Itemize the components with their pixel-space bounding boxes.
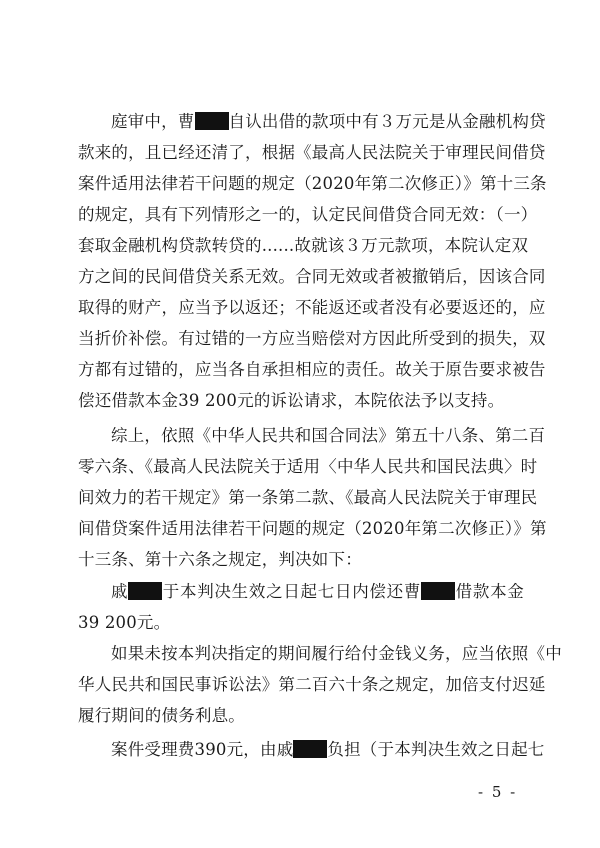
text-segment: 借款本金 [455, 582, 525, 601]
redaction-block [421, 582, 455, 600]
text-line: 华人民共和国民事诉讼法》第二百六十条之规定，加倍支付迟延 [78, 675, 546, 694]
text-line: 十三条、第十六条之规定，判决如下： [78, 550, 362, 569]
text-line: 间借贷案件适用法律若干问题的规定（2020年第二次修正）》第 [78, 519, 547, 538]
text-segment: 戚 [111, 582, 129, 601]
text-line: 的规定，具有下列情形之一的，认定民间借贷合同无效：（一） [78, 205, 538, 224]
text-segment: 庭审中，曹 [111, 112, 195, 131]
text-line: 取得的财产，应当予以返还；不能返还或者没有必要返还的，应 [78, 298, 546, 317]
text-line: 方都有过错的，应当各自承担相应的责任。故关于原告要求被告 [78, 360, 546, 379]
text-line [111, 582, 524, 602]
text-segment: 案件受理费390元，由戚 [111, 740, 294, 759]
text-line: 间效力的若干规定》第一条第二款、《最高人民法院关于审理民 [78, 488, 538, 507]
text-line: 套取金融机构贷款转贷的......故就该３万元款项，本院认定双 [78, 236, 529, 255]
text-line: 案件适用法律若干问题的规定（2020年第二次修正）》第十三条 [78, 174, 547, 193]
text-line: 偿还借款本金39 200元的诉讼请求，本院依法予以支持。 [78, 391, 505, 410]
text-segment: 负担（于本判决生效之日起七 [327, 740, 545, 759]
text-line: 综上，依照《中华人民共和国合同法》第五十八条、第二百 [111, 426, 546, 445]
text-line [111, 112, 546, 132]
text-line: 39 200元。 [78, 613, 171, 632]
text-line: 方之间的民间借贷关系无效。合同无效或者被撤销后，因该合同 [78, 267, 546, 286]
text-segment: 于本判决生效之日起七日内偿还曹 [162, 582, 422, 601]
redaction-block [128, 582, 162, 600]
text-segment: 自认出借的款项中有３万元是从金融机构贷 [228, 112, 546, 131]
page-number: - 5 - [478, 783, 518, 801]
text-line: 如果未按本判决指定的期间履行给付金钱义务，应当依照《中 [111, 644, 562, 663]
text-line: 当折价补偿。有过错的一方应当赔偿对方因此所受到的损失，双 [78, 329, 546, 348]
redaction-block [293, 740, 327, 758]
text-line: 履行期间的债务利息。 [78, 706, 245, 725]
redaction-block [195, 112, 229, 130]
text-line: 零六条、《最高人民法院关于适用〈中华人民共和国民法典〉时 [78, 457, 538, 476]
text-line [111, 740, 545, 760]
text-line: 款来的，且已经还清了，根据《最高人民法院关于审理民间借贷 [78, 143, 546, 162]
